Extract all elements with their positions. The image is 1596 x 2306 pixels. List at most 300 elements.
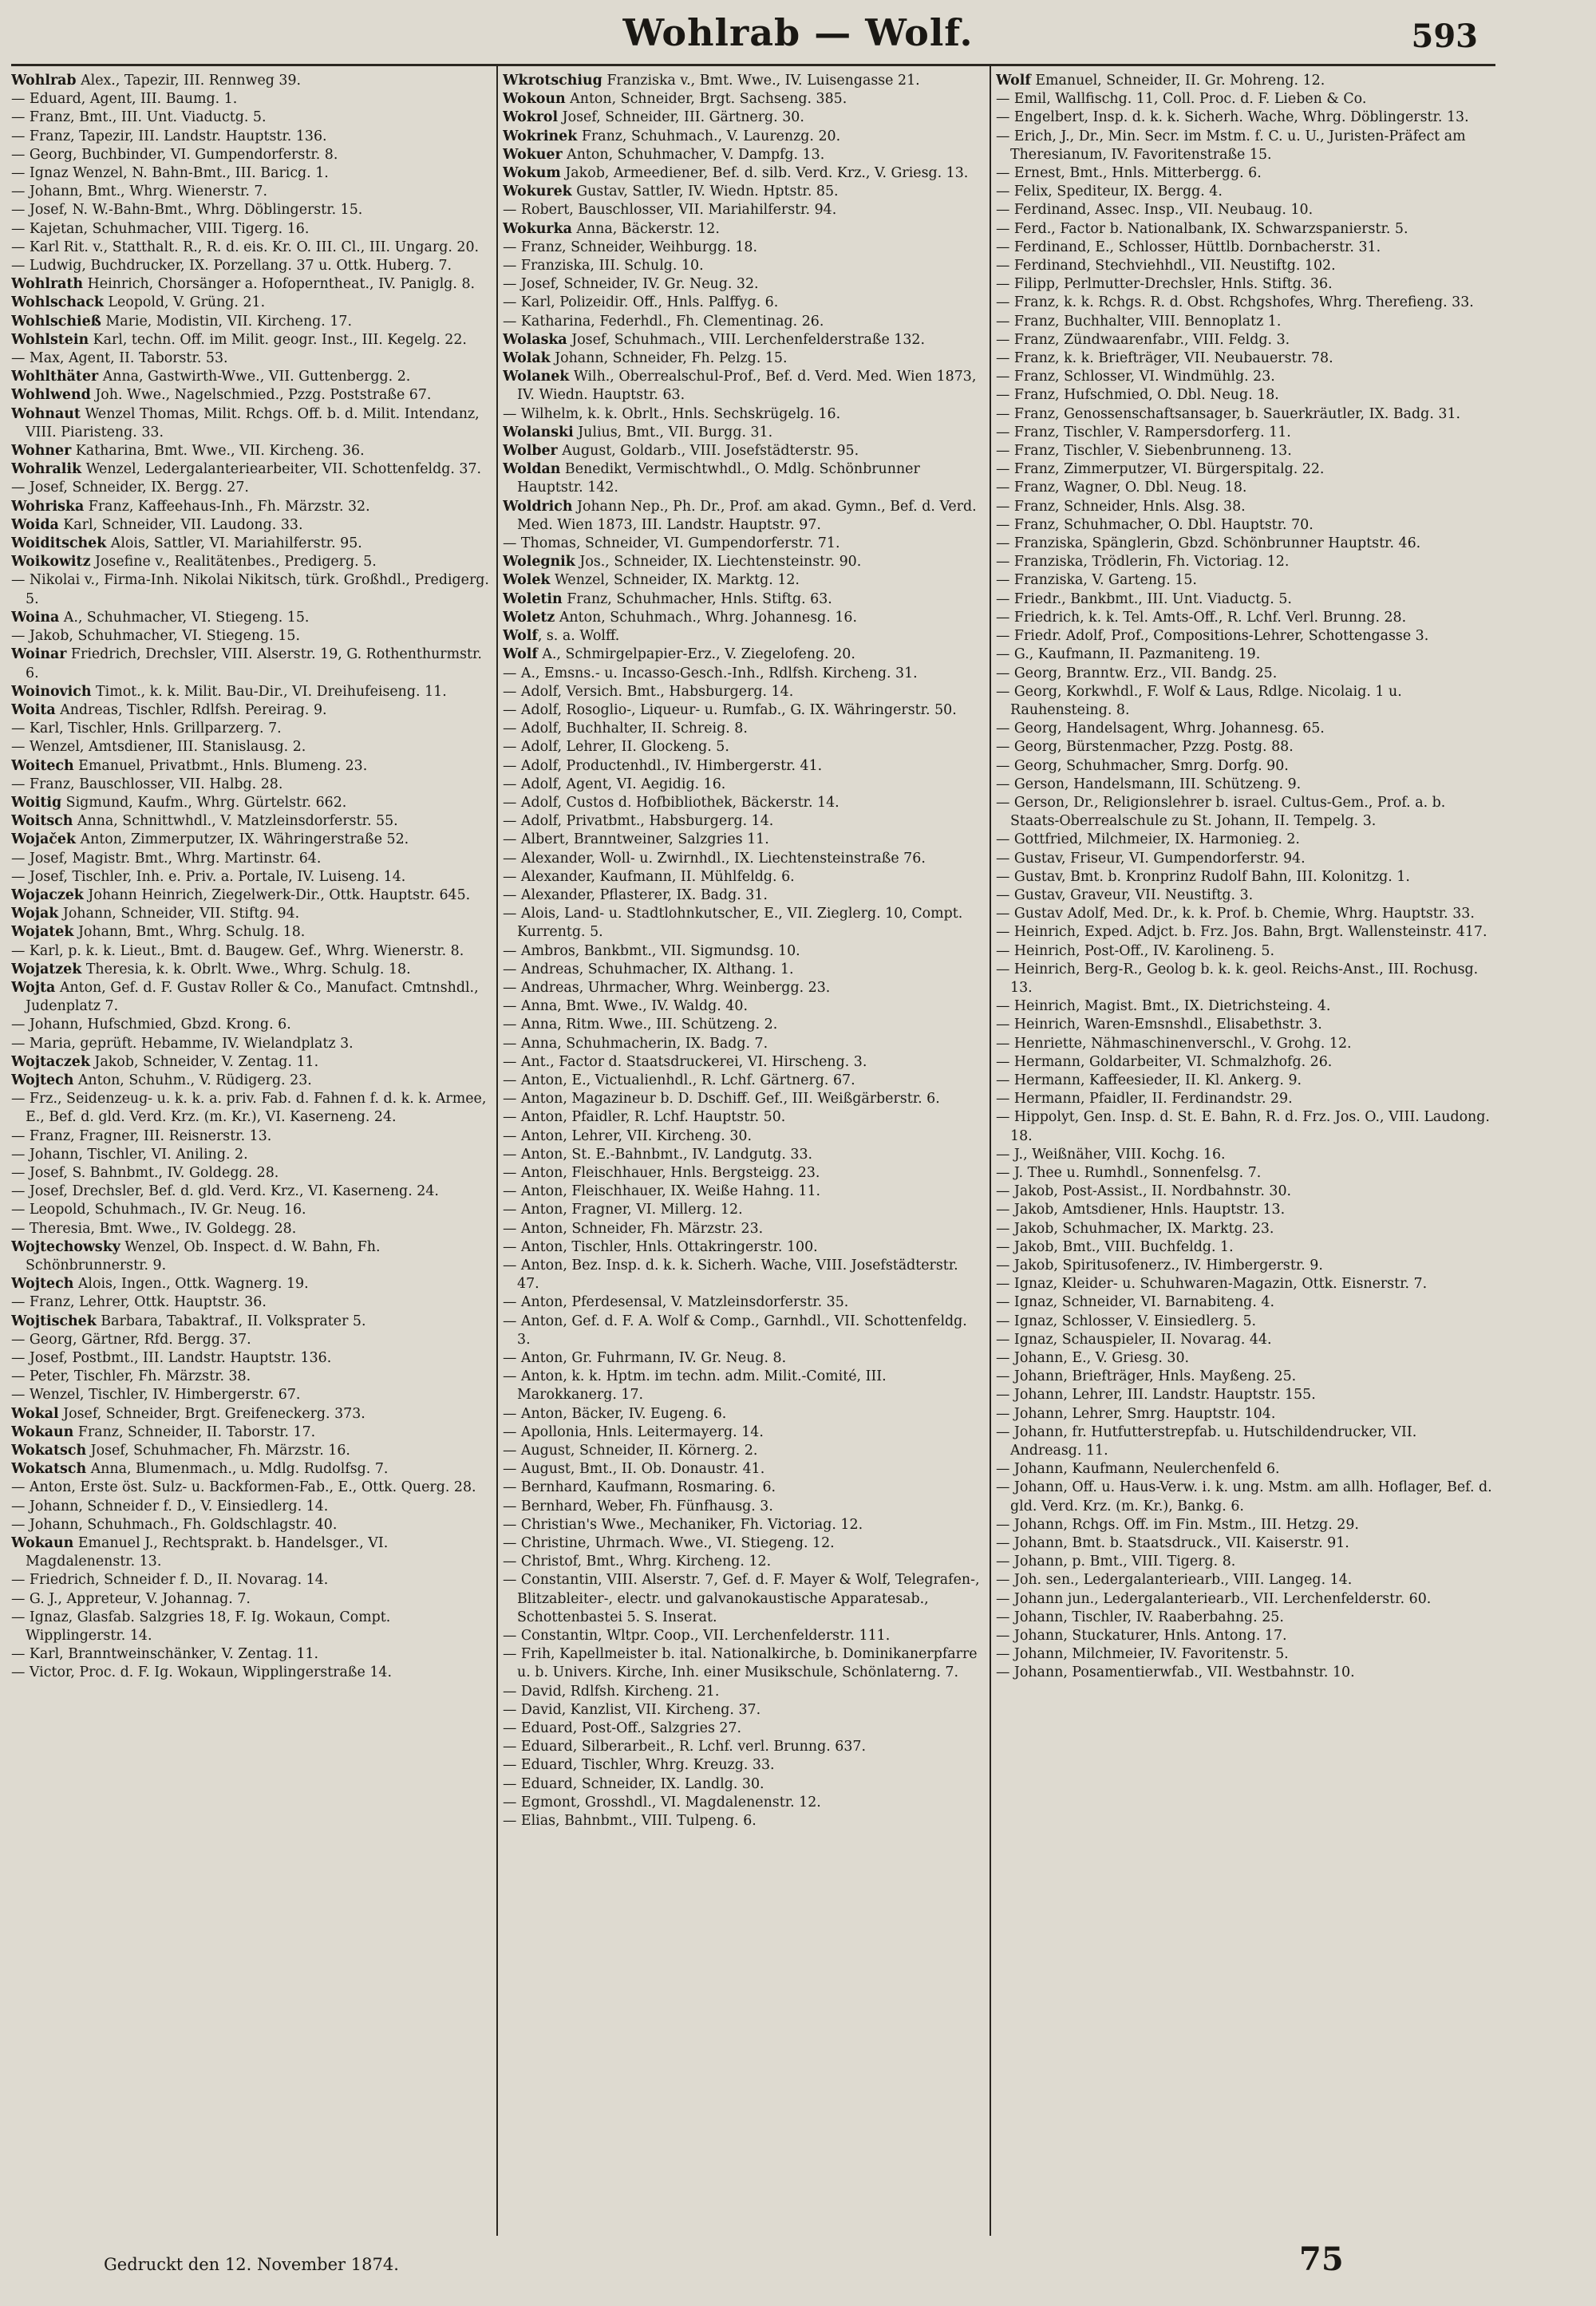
entry-details: Franz, Kaffeehaus-Inh., Fh. Märzstr. 32. [84,498,370,515]
entry-details: — Alexander, Kaufmann, II. Mühlfeldg. 6. [503,868,795,885]
entry-details: — Friedr. Adolf, Prof., Compositions-Lehrer, Schottengasse 3. [996,628,1429,645]
entry-details: — Christian's Wwe., Mechaniker, Fh. Victoriag. 12. [503,1516,863,1533]
directory-entry [996,1368,1492,1386]
entry-surname: Woinar [11,646,67,663]
directory-entry [11,942,492,961]
entry-details: Theresia, k. k. Obrlt. Wwe., Whrg. Schulg. 18. [81,961,411,977]
entry-details: — Johann, Lehrer, Smrg. Hauptstr. 104. [996,1405,1276,1422]
directory-entry [996,368,1492,386]
directory-entry [996,850,1492,868]
entry-surname: Wohlschack [11,294,104,311]
entry-details: — August, Schneider, II. Körnerg. 2. [503,1443,758,1459]
entry-details: Wenzel, Schneider, IX. Marktg. 12. [550,572,800,589]
directory-entry [503,257,983,275]
entry-details: — Josef, S. Bahnbmt., IV. Goldegg. 28. [11,1164,279,1181]
directory-entry [11,831,492,849]
entry-details: — Leopold, Schuhmach., IV. Gr. Neug. 16. [11,1202,306,1218]
entry-details: Johann, Schneider, VII. Stiftg. 94. [58,906,300,922]
entry-details: — Ferdinand, Stechviehhdl., VII. Neustiftg. 102. [996,258,1336,274]
entry-details: — Alois, Land- u. Stadtlohnkutscher, E., VII. Zieglerg. 10, Compt. Kurrentg. 5. [503,906,963,941]
entry-details: Friedrich, Drechsler, VIII. Alserstr. 19, G. Rothenthurmstr. 6. [26,646,482,681]
directory-entry [11,201,492,219]
entry-details: — Anton, Erste öst. Sulz- u. Backformen-Fab., E., Ottk. Querg. 28. [11,1479,476,1496]
directory-entry [996,942,1492,961]
directory-entry [996,1571,1492,1589]
entry-details: — Franziska, III. Schulg. 10. [503,258,704,274]
directory-entry [11,609,492,627]
directory-entry [11,183,492,201]
directory-entry [11,776,492,794]
directory-entry [11,349,492,368]
entry-details: — Josef, Postbmt., III. Landstr. Hauptstr. 136. [11,1350,332,1367]
entry-details: — Anton, Fleischhauer, IX. Weiße Hahng. 11. [503,1183,821,1200]
directory-entry [996,479,1492,497]
directory-entry [503,942,983,961]
entry-details: — Katharina, Federhdl., Fh. Clementinag. 26. [503,313,824,330]
directory-entry [503,868,983,886]
directory-entry [996,349,1492,368]
header-rule [11,64,1495,66]
column-divider [496,65,498,2236]
directory-entry [996,313,1492,331]
directory-entry [996,886,1492,905]
directory-entry [503,738,983,756]
entry-details: Anton, Gef. d. F. Gustav Roller & Co., Manufact. Cmtnshdl., Judenplatz 7. [26,979,479,1015]
directory-entry [11,1016,492,1034]
entry-details: — Christof, Bmt., Whrg. Kircheng. 12. [503,1554,772,1570]
entry-details: Johann Heinrich, Ziegelwerk-Dir., Ottk. Hauptstr. 645. [83,886,471,903]
directory-entry [996,1275,1492,1293]
directory-entry [996,1349,1492,1368]
directory-entry [503,627,983,646]
directory-entry [996,1479,1492,1515]
directory-entry [11,1201,492,1219]
entry-surname: Wojatek [11,924,74,941]
entry-surname: Wohnaut [11,405,81,422]
entry-details: Johann, Bmt., Whrg. Schulg. 18. [73,924,306,941]
signature-number: 75 [1299,2241,1344,2278]
entry-details: — Johann, Schuhmach., Fh. Goldschlagstr. 40. [11,1516,338,1533]
entry-details: — J., Weißnäher, VIII. Kochg. 16. [996,1146,1226,1163]
entry-details: — Egmont, Grosshdl., VI. Magdalenenstr. 12. [503,1794,821,1810]
directory-entry [996,1090,1492,1108]
entry-surname: Wokurek [503,184,572,200]
entry-details: — Josef, Schneider, IX. Bergg. 27. [11,480,249,496]
entry-details: — Adolf, Custos d. Hofbibliothek, Bäckerstr. 14. [503,794,839,811]
entry-details: — Albert, Branntweiner, Salzgries 11. [503,831,769,848]
directory-entry [996,1590,1492,1609]
directory-entry [503,1516,983,1534]
entry-details: Anna, Gastwirth-Wwe., VII. Guttenbergg. 2. [98,369,411,385]
directory-entry [11,90,492,109]
directory-entry [996,997,1492,1016]
entry-details: — Joh. sen., Ledergalanteriearb., VIII. Langeg. 14. [996,1572,1353,1589]
directory-entry [503,1405,983,1423]
directory-entry [11,498,492,516]
directory-entry [11,1460,492,1479]
entry-details: Timot., k. k. Milit. Bau-Dir., VI. Dreihufeiseng. 11. [91,683,447,700]
entry-details: — Maria, geprüft. Hebamme, IV. Wielandplatz 3. [11,1035,354,1052]
directory-entry [11,1127,492,1146]
entry-surname: Wohlrab [11,73,77,89]
directory-entry [11,1534,492,1571]
directory-entry [996,1313,1492,1331]
directory-entry [11,275,492,294]
entry-details: — Max, Agent, II. Taborstr. 53. [11,350,228,367]
entry-details: — Georg, Branntw. Erz., VII. Bandg. 25. [996,665,1278,681]
entry-details: — G., Kaufmann, II. Pazmaniteng. 19. [996,646,1261,663]
entry-details: — Anton, E., Victualienhdl., R. Lchf. Gärtnerg. 67. [503,1072,855,1088]
entry-details: — Constantin, Wltpr. Coop., VII. Lerchenfelderstr. 111. [503,1628,891,1645]
entry-details: Katharina, Bmt. Wwe., VII. Kircheng. 36. [71,443,365,460]
directory-entry [996,442,1492,460]
directory-entry [503,90,983,109]
column-middle [503,72,983,2234]
entry-surname: Wojtaczek [11,1053,90,1070]
entry-details: — Hermann, Kaffeesieder, II. Kl. Ankerg. 9. [996,1072,1302,1088]
directory-entry [11,886,492,905]
directory-entry [503,1016,983,1034]
entry-surname: Wokrinek [503,128,578,144]
entry-details: — Friedr., Bankbmt., III. Unt. Viaductg. 5. [996,590,1292,607]
entry-details: — Johann jun., Ledergalanteriearb., VII. Lerchenfelderstr. 60. [996,1590,1432,1607]
directory-entry [503,239,983,257]
directory-entry [996,757,1492,776]
directory-entry [503,831,983,849]
directory-entry [11,1183,492,1201]
entry-surname: Woinovich [11,683,92,700]
entry-details: — Anton, Gr. Fuhrmann, IV. Gr. Neug. 8. [503,1350,787,1367]
directory-entry [503,646,983,664]
directory-entry [503,146,983,164]
directory-entry [11,1349,492,1368]
directory-entry [11,683,492,701]
entry-details: Franz, Schuhmacher, Hnls. Stiftg. 63. [562,590,832,607]
directory-entry [996,1516,1492,1534]
entry-details: — Wenzel, Amtsdiener, III. Stanislausg. 2. [11,739,306,756]
entry-details: — Johann, Off. u. Haus-Verw. i. k. ung. Mstm. am allh. Hoflager, Bef. d. gld. Verd. Krz. (m. Kr.), Bankg. 6. [996,1479,1492,1514]
entry-details: — Franz, Wagner, O. Dbl. Neug. 18. [996,480,1247,496]
directory-entry [503,1035,983,1053]
entry-details: — Ignaz, Glasfab. Salzgries 18, F. Ig. Wokaun, Compt. Wipplingerstr. 14. [11,1609,391,1645]
directory-entry [996,1035,1492,1053]
entry-details: — Ant., Factor d. Staatsdruckerei, VI. Hirscheng. 3. [503,1053,867,1070]
directory-entry [996,1386,1492,1404]
entry-details: — Gustav, Bmt. b. Kronprinz Rudolf Bahn, III. Kolonitzg. 1. [996,868,1410,885]
entry-details: — Wilhelm, k. k. Obrlt., Hnls. Sechskrügelg. 16. [503,405,841,422]
directory-entry [11,1386,492,1404]
entry-details: — Franz, Schneider, Weihburgg. 18. [503,239,758,255]
directory-entry [503,442,983,460]
directory-entry [503,460,983,497]
entry-surname: Woiditschek [11,535,107,552]
entry-details: Marie, Modistin, VII. Kircheng. 17. [101,313,353,330]
directory-entry [503,72,983,90]
directory-entry [11,368,492,386]
entry-surname: Wolegnik [503,554,575,571]
entry-details: Alois, Sattler, VI. Mariahilferstr. 95. [106,535,362,552]
entry-surname: Wolaska [503,331,567,348]
directory-entry [996,553,1492,571]
entry-surname: Woldan [503,461,561,478]
directory-entry [503,1423,983,1442]
entry-details: — Henriette, Nähmaschinenverschl., V. Grohg. 12. [996,1035,1352,1052]
entry-details: Josefine v., Realitätenbes., Predigerg. 5. [90,554,377,571]
entry-surname: Wojaček [11,831,76,848]
directory-entry [11,1146,492,1164]
entry-surname: Wolanek [503,369,570,385]
entry-details: — Jakob, Schuhmacher, VI. Stiegeng. 15. [11,628,300,645]
directory-entry [996,516,1492,535]
entry-details: — Hermann, Goldarbeiter, VI. Schmalzhofg. 26. [996,1053,1333,1070]
print-date: Gedruckt den 12. November 1874. [104,2255,399,2274]
entry-details: Wenzel Thomas, Milit. Rchgs. Off. b. d. Milit. Intendanz, VIII. Piaristeng. 33. [26,405,480,440]
entry-details: — Johann, Posamentierwfab., VII. Westbahnstr. 10. [996,1664,1355,1681]
directory-entry [11,257,492,275]
entry-details: — Anton, Bäcker, IV. Eugeng. 6. [503,1405,727,1422]
directory-entry [11,571,492,608]
directory-entry [503,609,983,627]
directory-entry [11,109,492,127]
directory-entry [996,1146,1492,1164]
directory-entry [503,1553,983,1571]
entry-details: Jakob, Armeediener, Bef. d. silb. Verd. Krz., V. Griesg. 13. [560,165,969,182]
entry-details: — Karl, Tischler, Hnls. Grillparzerg. 7. [11,721,282,737]
entry-details: — Ignaz, Schlosser, V. Einsiedlerg. 5. [996,1313,1257,1329]
directory-entry [11,1442,492,1460]
directory-entry [503,701,983,720]
directory-entry [11,627,492,646]
entry-details: Wenzel, Ob. Inspect. d. W. Bahn, Fh. Schönbrunnerstr. 9. [26,1238,381,1273]
entry-details: — Peter, Tischler, Fh. Märzstr. 38. [11,1368,251,1385]
column-left [11,72,492,2234]
entry-details: — Johann, Tischler, VI. Aniling. 2. [11,1146,248,1163]
directory-entry [996,868,1492,886]
directory-entry [503,201,983,219]
entry-details: — Alexander, Woll- u. Zwirnhdl., IX. Liechtensteinstraße 76. [503,850,926,867]
directory-entry [11,164,492,183]
entry-surname: Wolf [503,646,538,663]
entry-details: Wenzel, Ledergalanteriearbeiter, VII. Schottenfeldg. 37. [81,461,482,478]
entry-details: — Josef, N. W.-Bahn-Bmt., Whrg. Döblingerstr. 15. [11,202,363,219]
directory-entry [11,1609,492,1645]
directory-entry [11,812,492,831]
directory-entry [503,405,983,424]
directory-entry [503,590,983,609]
directory-entry [11,1331,492,1349]
directory-entry [11,794,492,812]
entry-surname: Wokoun [503,91,566,108]
entry-details: — Franz, Bauschlosser, VII. Halbg. 28. [11,776,283,792]
directory-entry [11,553,492,571]
directory-entry [503,571,983,590]
entry-details: — Franz, Schuhmacher, O. Dbl. Hauptstr. 70. [996,516,1314,533]
entry-details: — Ignaz Wenzel, N. Bahn-Bmt., III. Baricg. 1. [11,165,329,182]
page-header-title: Wohlrab — Wolf. [622,11,974,54]
directory-entry [11,460,492,479]
entry-details: Karl, Schneider, VII. Laudong. 33. [58,516,303,533]
directory-entry [996,164,1492,183]
entry-surname: Woitig [11,794,62,811]
entry-details: — Johann, Hufschmied, Gbzd. Krong. 6. [11,1017,291,1033]
entry-details: — Heinrich, Exped. Adjct. b. Frz. Jos. Bahn, Brgt. Wallensteinstr. 417. [996,924,1487,941]
entry-details: — Franz, Tapezir, III. Landstr. Hauptstr. 136. [11,128,327,144]
directory-entry [996,1534,1492,1553]
directory-entry [996,424,1492,442]
directory-entry [11,220,492,239]
directory-entry [11,1479,492,1497]
entry-details: Anton, Schuhm., V. Rüdigerg. 23. [73,1072,312,1088]
directory-entry [503,313,983,331]
entry-details: — Gustav, Graveur, VII. Neustiftg. 3. [996,886,1254,903]
entry-surname: Wolanski [503,424,574,440]
entry-details: — Georg, Buchbinder, VI. Gumpendorferstr. 8. [11,146,338,163]
entry-details: — Andreas, Uhrmacher, Whrg. Weinbergg. 23. [503,979,831,996]
entry-details: — Johann, Rchgs. Off. im Fin. Mstm., III. Hetzg. 29. [996,1516,1359,1533]
directory-entry [11,646,492,682]
entry-details: — Franz, Tischler, V. Rampersdorferg. 11. [996,424,1291,440]
directory-entry [11,1275,492,1293]
directory-entry [996,627,1492,646]
directory-entry [503,1479,983,1497]
entry-details: Julius, Bmt., VII. Burgg. 31. [573,424,773,440]
entry-details: Benedikt, Vermischtwhdl., O. Mdlg. Schönbrunner Hauptstr. 142. [517,461,920,496]
directory-entry [503,1738,983,1756]
directory-entry [996,331,1492,349]
entry-surname: Woikowitz [11,554,91,571]
directory-entry [996,72,1492,90]
entry-details: Andreas, Tischler, Rdlfsh. Pereirag. 9. [55,701,327,718]
entry-details: — Anna, Ritm. Wwe., III. Schützeng. 2. [503,1017,778,1033]
entry-details: — Gottfried, Milchmeier, IX. Harmonieg. 2. [996,831,1300,848]
entry-details: — Johann, fr. Hutfutterstrepfab. u. Hutschildendrucker, VII. Andreasg. 11. [996,1423,1417,1459]
entry-details: — Thomas, Schneider, VI. Gumpendorferstr. 71. [503,535,840,552]
directory-entry [996,794,1492,831]
directory-entry [996,460,1492,479]
directory-entry [503,164,983,183]
directory-entry [503,368,983,405]
directory-entry [996,1609,1492,1627]
directory-entry [503,905,983,942]
directory-entry [996,1053,1492,1072]
directory-entry [996,646,1492,664]
directory-entry [503,535,983,553]
entry-details: — Gustav Adolf, Med. Dr., k. k. Prof. b. Chemie, Whrg. Hauptstr. 33. [996,906,1475,922]
entry-details: — Christine, Uhrmach. Wwe., VI. Stiegeng. 12. [503,1535,835,1552]
directory-entry [11,479,492,497]
entry-surname: Wohlrath [11,276,84,293]
directory-entry [503,961,983,979]
entry-surname: Wokatsch [11,1461,87,1478]
entry-details: — Frz., Seidenzeug- u. k. k. a. priv. Fab. d. Fahnen f. d. k. k. Armee, E., Bef. d. gld. Verd. Krz. (m. Kr.), VI. Kaserneng. 24. [11,1091,487,1126]
directory-entry [996,405,1492,424]
entry-surname: Wohlschieß [11,313,101,330]
directory-entry [11,738,492,756]
entry-details: — Johann, Bmt., Whrg. Wienerstr. 7. [11,184,267,200]
directory-entry [11,535,492,553]
entry-details: — Franz, Buchhalter, VIII. Bennoplatz 1. [996,313,1282,330]
directory-entry [11,1072,492,1090]
directory-entry [996,738,1492,756]
directory-entry [11,1423,492,1442]
entry-details: Johann Nep., Ph. Dr., Prof. am akad. Gymn., Bef. d. Verd. Med. Wien 1873, III. Landstr. Hauptstr. 97. [517,498,977,533]
directory-entry [996,220,1492,239]
directory-entry [996,239,1492,257]
entry-details: — Ambros, Bankbmt., VII. Sigmundsg. 10. [503,942,800,959]
directory-entry [11,72,492,90]
entry-details: — Karl Rit. v., Statthalt. R., R. d. eis. Kr. O. III. Cl., III. Ungarg. 20. [11,239,480,255]
directory-entry [503,498,983,535]
directory-entry [503,794,983,812]
entry-details: — Bernhard, Weber, Fh. Fünfhausg. 3. [503,1498,773,1514]
directory-entry [503,424,983,442]
entry-surname: Wokum [503,165,561,182]
directory-entry [996,109,1492,127]
entry-details: — Franz, Bmt., III. Unt. Viaductg. 5. [11,109,267,126]
directory-entry [996,1645,1492,1664]
directory-entry [503,553,983,571]
directory-entry [503,294,983,312]
entry-surname: Woletz [503,609,555,626]
directory-entry [503,720,983,738]
directory-entry [996,183,1492,201]
directory-entry [996,1553,1492,1571]
entry-details: — Ignaz, Schneider, VI. Barnabiteng. 4. [996,1294,1274,1311]
entry-surname: Wokaun [11,1423,74,1440]
entry-surname: Wokurka [503,220,572,237]
entry-surname: Wokuer [503,146,563,163]
entry-details: — Wenzel, Tischler, IV. Himbergerstr. 67. [11,1387,301,1404]
directory-entry [503,1090,983,1108]
entry-details: — Eduard, Schneider, IX. Landlg. 30. [503,1775,764,1792]
directory-entry [11,1053,492,1072]
directory-entry [996,665,1492,683]
entry-details: Barbara, Tabaktraf., II. Volksprater 5. [96,1313,366,1329]
entry-details: — Gerson, Handelsmann, III. Schützeng. 9. [996,776,1302,792]
directory-entry [996,571,1492,590]
entry-details: — Anton, St. E.-Bahnbmt., IV. Landgutg. 33. [503,1146,813,1163]
entry-details: — Eduard, Tischler, Whrg. Kreuzg. 33. [503,1757,775,1774]
entry-details: — Franz, Genossenschaftsansager, b. Sauerkräutler, IX. Badg. 31. [996,405,1461,422]
entry-details: — Georg, Handelsagent, Whrg. Johannesg. 65. [996,721,1325,737]
directory-entry [11,516,492,535]
entry-details: Wilh., Oberrealschul-Prof., Bef. d. Verd. Med. Wien 1873, IV. Wiedn. Hauptstr. 63. [517,369,977,404]
entry-surname: Wokatsch [11,1443,87,1459]
directory-entry [996,257,1492,275]
entry-details: — Felix, Spediteur, IX. Bergg. 4. [996,184,1223,200]
entry-details: — Adolf, Agent, VI. Aegidig. 16. [503,776,726,792]
entry-details: — Ernest, Bmt., Hnls. Mitterbergg. 6. [996,165,1262,182]
column-divider [990,65,991,2236]
entry-details: — Franziska, Trödlerin, Fh. Victoriag. 12. [996,554,1290,571]
directory-entry [503,812,983,831]
directory-entry [996,1331,1492,1349]
entry-details: Anton, Schuhmach., Whrg. Johannesg. 16. [555,609,857,626]
directory-entry [996,831,1492,849]
entry-details: — Jakob, Amtsdiener, Hnls. Hauptstr. 13. [996,1202,1286,1218]
entry-details: — Anton, Fragner, VI. Millerg. 12. [503,1202,743,1218]
directory-entry [503,665,983,683]
entry-surname: Wolf [996,73,1031,89]
directory-entry [503,886,983,905]
entry-details: — A., Emsns.- u. Incasso-Gesch.-Inh., Rdlfsh. Kircheng. 31. [503,665,918,681]
entry-surname: Woletin [503,590,563,607]
entry-details: — Ludwig, Buchdrucker, IX. Porzellang. 37 u. Ottk. Huberg. 7. [11,258,452,274]
directory-entry [996,1016,1492,1034]
entry-details: — Eduard, Post-Off., Salzgries 27. [503,1720,742,1737]
entry-details: Anna, Bäckerstr. 12. [571,220,720,237]
entry-details: — Franz, Fragner, III. Reisnerstr. 13. [11,1127,272,1144]
